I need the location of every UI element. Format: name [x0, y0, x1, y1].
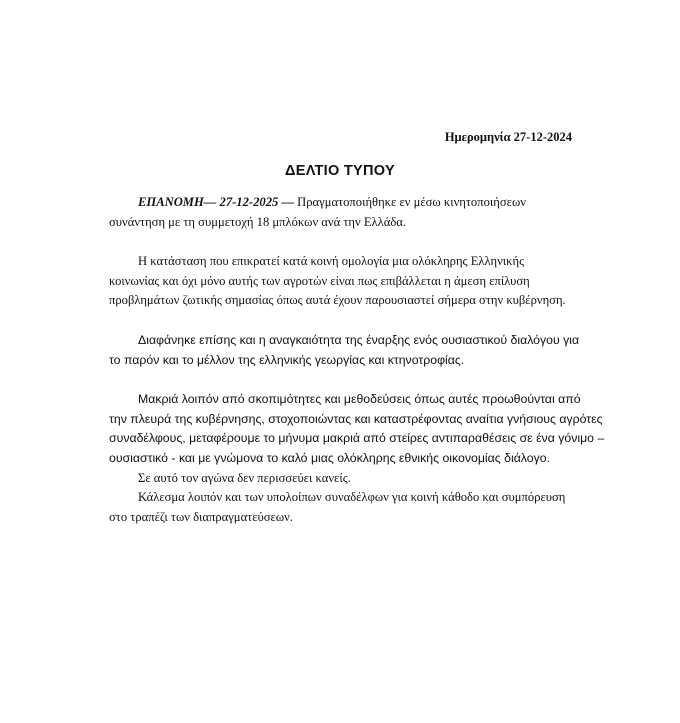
paragraph-2-line-2: κοινωνίας και όχι μόνο αυτής των αγροτών είναι πως επιβάλλεται η άμεση επίλυση — [109, 273, 530, 288]
paragraph-gap — [109, 370, 579, 390]
paragraph-gap — [109, 232, 579, 252]
document-date: Ημερομηνία 27-12-2024 — [444, 130, 572, 144]
paragraph-1-line-2: συνάντηση με τη συμμετοχή 18 μπλόκων ανά την Ελλάδα. — [109, 214, 406, 229]
paragraph-4-line-2: την πλευρά της κυβέρνησης, στοχοποιώντας και καταστρέφοντας αναίτια γνήσιους αγρότες — [109, 411, 603, 426]
document-body — [109, 193, 605, 528]
document-title: ΔΕΛΤΙΟ ΤΥΠΟΥ — [285, 163, 395, 179]
paragraph-6-line-1: Κάλεσμα λοιπόν και των υπολοίπων συναδέλφων για κοινή κάθοδο και συμπόρευση — [138, 490, 566, 505]
paragraph-3-line-1: Διαφάνηκε επίσης και η αναγκαιότητα της έναρξης ενός ουσιαστικού διαλόγου για — [138, 332, 580, 347]
paragraph-3-line-2: το παρόν και το μέλλον της ελληνικής γεωργίας και κτηνοτροφίας. — [109, 352, 465, 367]
paragraph-1-text: Πραγματοποιήθηκε εν μέσω κινητοποιήσεων — [294, 195, 526, 209]
paragraph-6-line-2: στο τραπέζι των διαπραγματεύσεων. — [109, 510, 293, 524]
paragraph-4-line-3: συναδέλφους, μεταφέρουμε το μήνυμα μακριά από στείρες αντιπαραθέσεις σε ένα γόνιμο – — [109, 431, 605, 446]
paragraph-1-line-1 — [109, 193, 579, 213]
paragraph-4-line-4: ουσιαστικό - και με γνώμονα το καλό μιας ολόκληρης εθνικής οικονομίας διάλογο. — [109, 450, 551, 465]
paragraph-2-line-1: Η κατάσταση που επικρατεί κατά κοινή ομολογία μια ολόκληρης Ελληνικής — [138, 254, 525, 269]
paragraph-gap — [109, 311, 579, 331]
paragraph-5-line-1: Σε αυτό τον αγώνα δεν περισσεύει κανείς. — [138, 470, 351, 485]
paragraph-2-line-3: προβλημάτων ζωτικής σημασίας όπως αυτά έχουν παρουσιαστεί σήμερα στην κυβέρνηση. — [109, 293, 566, 308]
paragraph-4-line-1: Μακριά λοιπόν από σκοπιμότητες και μεθοδεύσεις όπως αυτές προωθούνται από — [138, 391, 581, 406]
dateline-lead: ΕΠΑΝΟΜΗ— 27-12-2025 — — [138, 195, 295, 209]
